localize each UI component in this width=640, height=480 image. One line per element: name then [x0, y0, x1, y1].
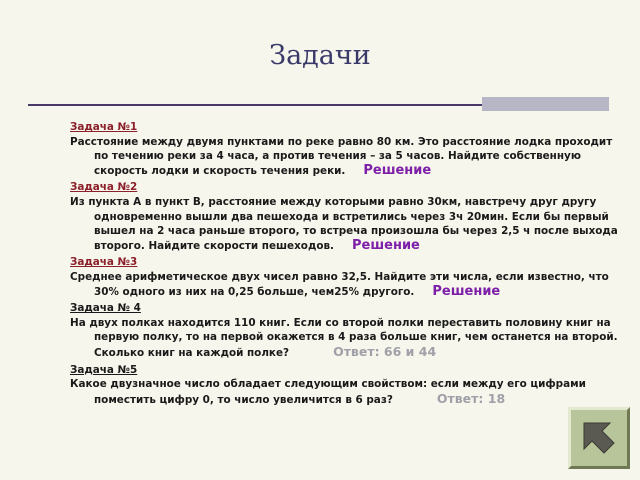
- task-4-heading: Задача № 4: [70, 302, 141, 315]
- task-2-heading: Задача №2: [70, 181, 138, 194]
- task-2-body: Из пункта А в пункт В, расстояние между которыми равно 30км, навстречу друг другу одновременно вышли два пешехода и встретились через 3ч 20мин. Если бы первый вышел на 2 часа раньше второго, то встреча произошла бы через 2,5 ч после выхода второго. Найдите скорости пешеходов.: [70, 195, 618, 252]
- title-divider-accent: [482, 97, 609, 111]
- task-4-text: [70, 316, 618, 361]
- task-2-text: [70, 195, 618, 253]
- task-1-text: [70, 135, 618, 179]
- task-3-body: Среднее арифметическое двух чисел равно 32,5. Найдите эти числа, если известно, что 30% одного из них на 0,25 больше, чем25% другого.: [70, 270, 609, 298]
- task-3-text: [70, 270, 618, 299]
- task-5-body: Какое двузначное число обладает следующим свойством: если между его цифрами поместить цифру 0, то число увеличится в 6 раз?: [70, 378, 586, 406]
- back-button[interactable]: [568, 407, 630, 469]
- task-4-answer: Ответ: 66 и 44: [333, 343, 437, 359]
- task-1-heading: Задача №1: [70, 121, 138, 133]
- back-arrow-icon: [580, 419, 618, 457]
- slide-title: Задачи: [269, 40, 371, 71]
- task-2-solution-link[interactable]: Решение: [352, 237, 420, 253]
- task-5-heading: Задача №5: [70, 363, 138, 376]
- task-1-solution-link[interactable]: Решение: [363, 162, 432, 178]
- tasks-list: [70, 118, 618, 407]
- task-1-body: Расстояние между двумя пунктами по реке равно 80 км. Это расстояние лодка проходит по течению реки за 4 часа, а против течения – за 5 часов. Найдите собственную скорость лодки и скорость течения реки.: [70, 135, 613, 177]
- task-5-text: [70, 377, 618, 407]
- task-5-answer: Ответ: 18: [436, 390, 506, 406]
- task-4-body: На двух полках находится 110 книг. Если со второй полки переставить половину книг на первую полку, то на первой окажется в 4 раза больше книг, чем останется на второй. Сколько книг на каждой полке?: [70, 316, 618, 359]
- task-3-heading: Задача №3: [70, 256, 138, 269]
- task-3-solution-link[interactable]: Решение: [432, 283, 501, 299]
